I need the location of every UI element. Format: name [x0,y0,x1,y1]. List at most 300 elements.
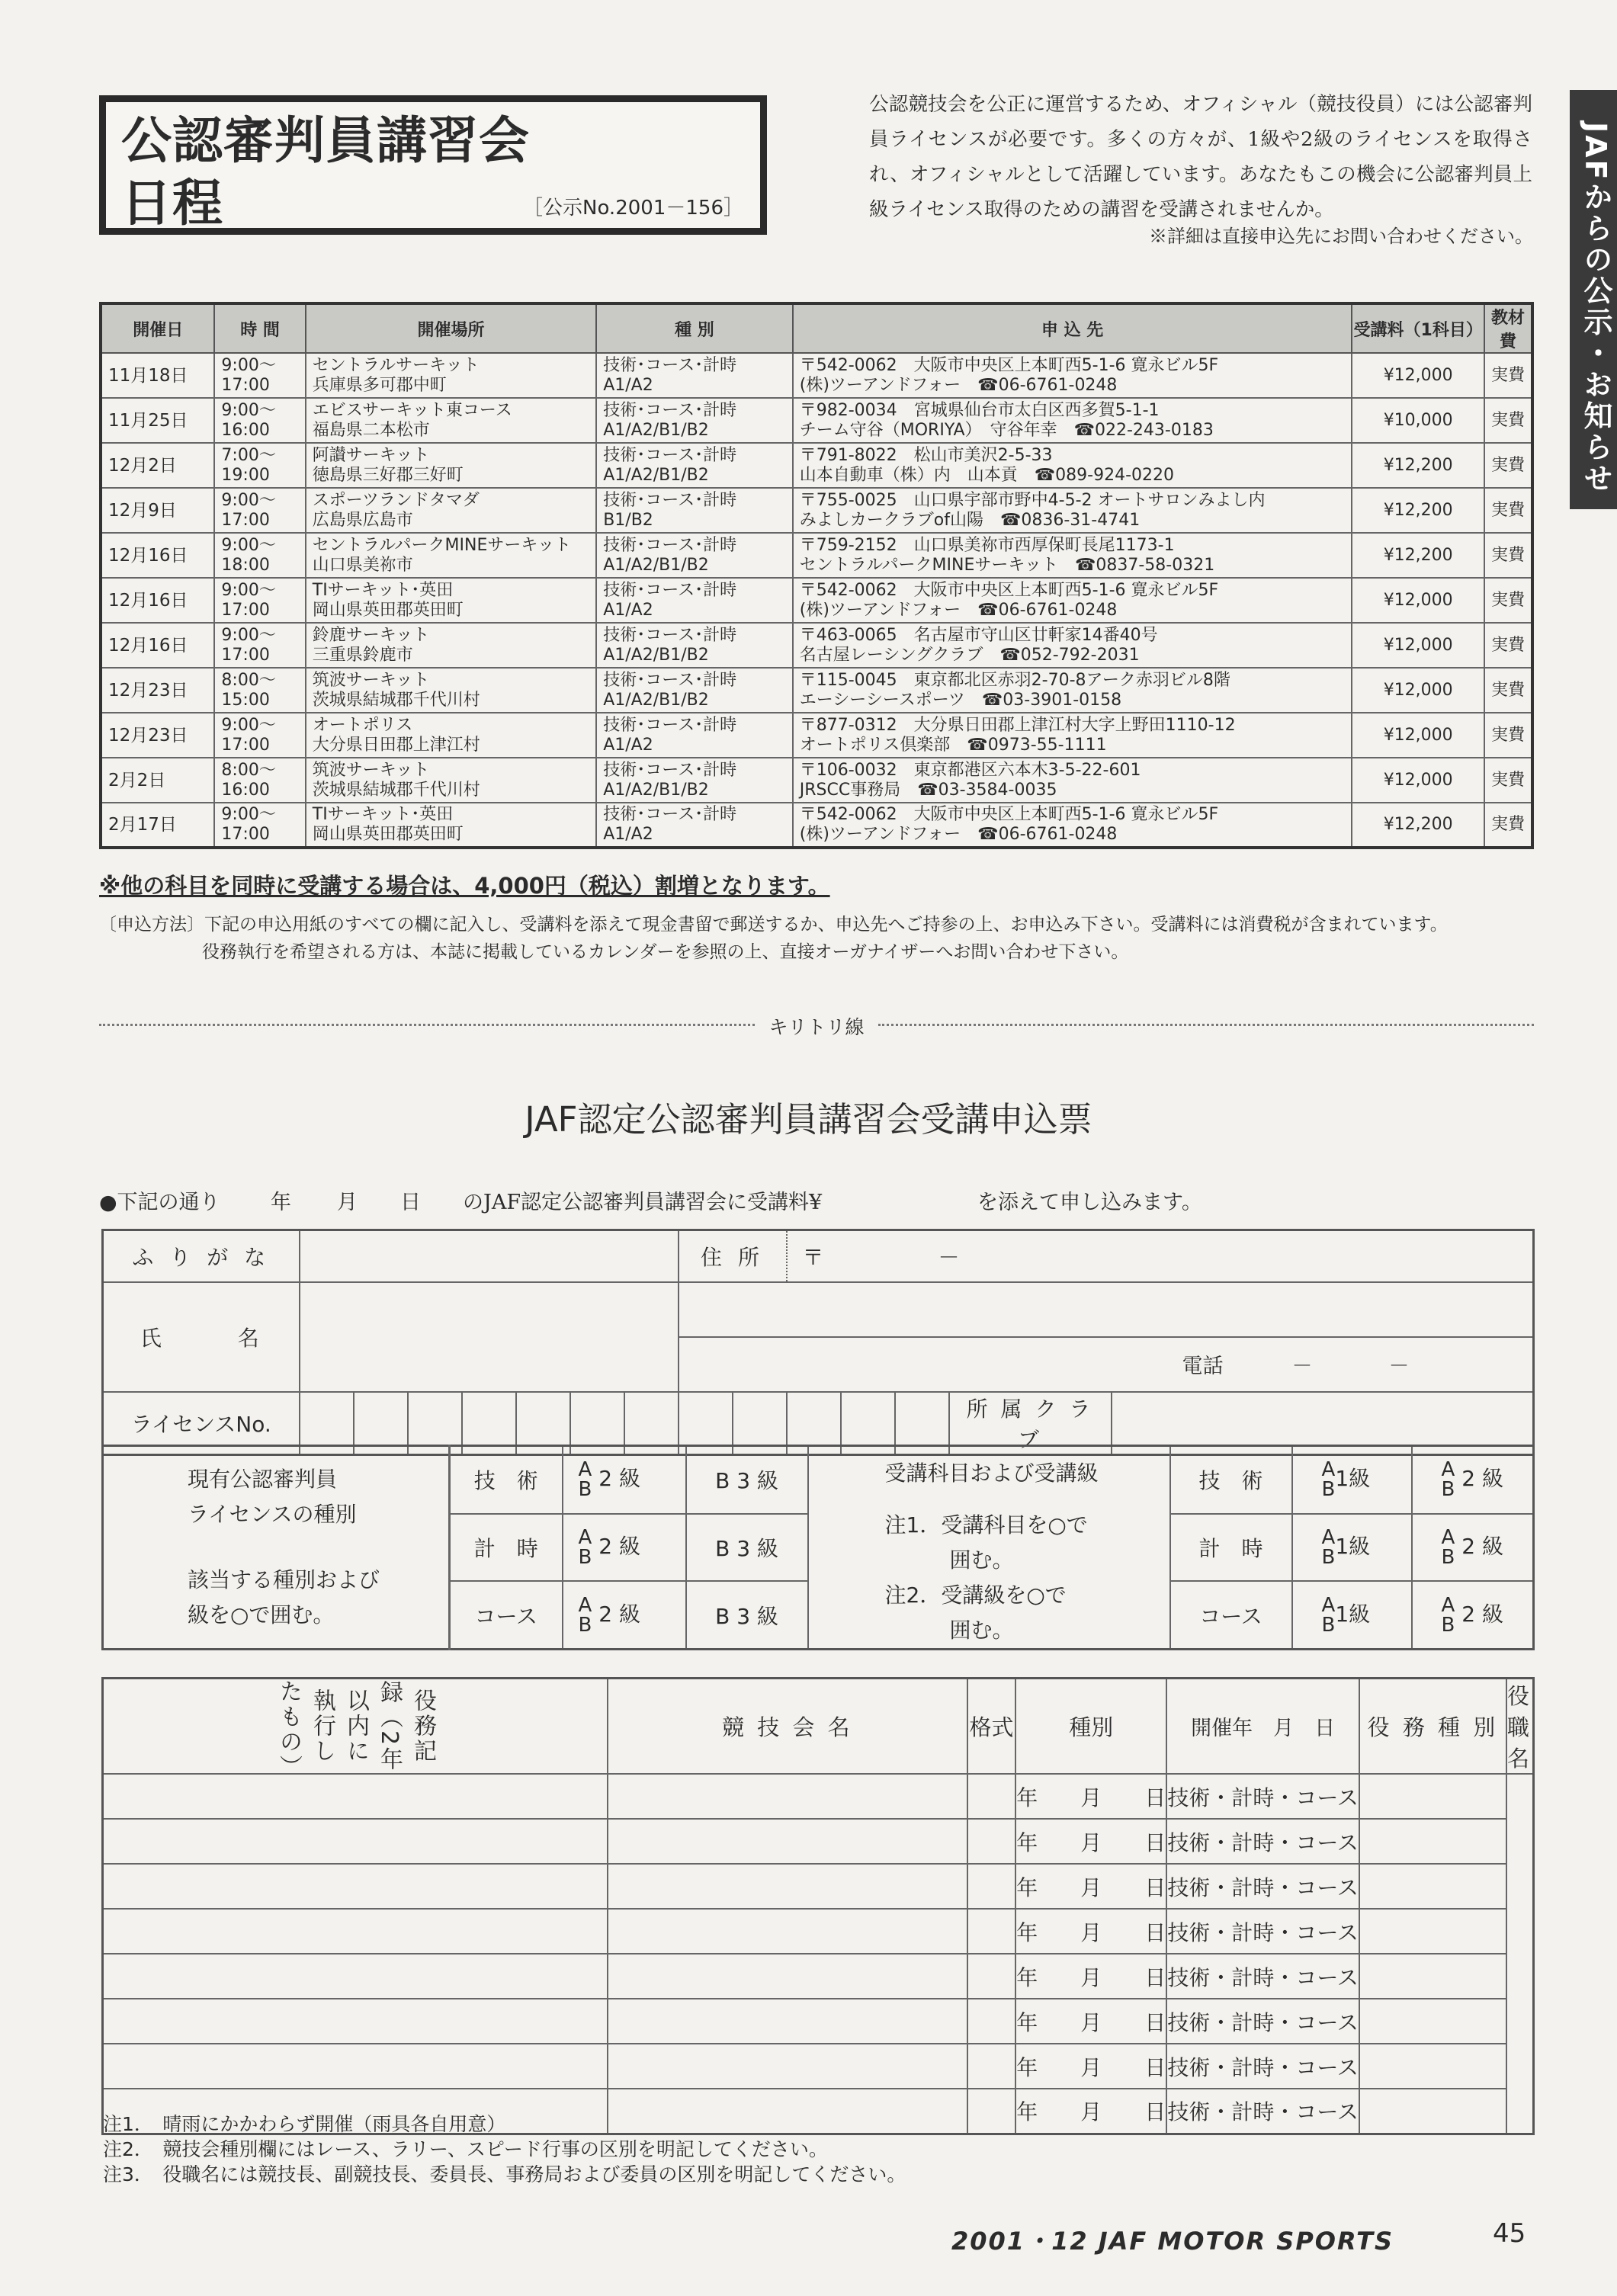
schedule-type-text-2: A1/A2/B1/B2 [603,420,709,440]
schedule-cell-material [1484,398,1532,443]
grade-2: 2 級 [598,1533,640,1559]
schedule-place-text: セントラルサーキット [312,355,480,375]
section-side-tab: JAFからの公示・お知らせ [1570,90,1617,509]
schedule-applicant-text: 〒759-2152 山口県美祢市西厚保町長尾1173-1 [799,535,1175,555]
schedule-cell-fee [1352,488,1484,533]
record-format-field[interactable] [608,1909,967,1954]
record-role-field[interactable]: 技術・計時・コース [1166,2089,1359,2134]
record-date-field[interactable]: 年 月 日 [1015,1909,1166,1954]
select-subject-technical[interactable]: 技 術 [1170,1446,1292,1514]
schedule-cell-applicant [793,443,1352,488]
title-line-2: 日程 [121,174,223,232]
schedule-applicant-text: 〒877-0312 大分県日田郡上津江村大字上野田1110-12 [799,715,1236,735]
schedule-place-text: TIサーキット･英田 [312,805,454,824]
course-select-line-2: 注1．受講科目を○で [884,1512,1088,1538]
schedule-fee-text: ¥12,000 [1383,680,1453,700]
schedule-row [101,668,1532,713]
a-mark: A [1321,1593,1336,1617]
record-position-field[interactable] [1359,2089,1506,2134]
record-format-field[interactable] [608,1954,967,1999]
schedule-applicant-text-2: オートポリス倶楽部 ☎0973-55-1111 [799,735,1107,755]
schedule-time-text-2: 16:00 [221,420,270,440]
schedule-time-text-2: 19:00 [221,465,270,485]
current-b3-technical[interactable]: B 3 級 [686,1446,808,1514]
schedule-cell-applicant [793,803,1352,848]
address-label: 住 所 [679,1230,787,1282]
schedule-type-text: 技術･コース･計時 [603,400,737,420]
record-event-field[interactable] [103,1909,608,1954]
page-title [121,110,530,235]
header-fee: 受講料（1科目） [1352,303,1484,353]
schedule-place-text-2: 広島県広島市 [312,510,413,530]
schedule-time-text: 9:00～ [221,625,276,645]
schedule-cell-place [306,533,596,578]
record-date-field[interactable]: 年 月 日 [1015,1999,1166,2044]
schedule-cell-place [306,803,596,848]
schedule-material-text: 実費 [1490,770,1525,790]
schedule-time-text-2: 17:00 [221,735,270,755]
schedule-type-text: 技術･コース･計時 [603,670,737,690]
record-header-date: 開催年 月 日 [1166,1679,1359,1775]
schedule-fee-text: ¥12,000 [1383,725,1453,745]
schedule-cell-place [306,758,596,803]
record-header-kind: 種別 [1015,1679,1166,1775]
note-2: 注2． 競技会種別欄にはレース、ラリー、スピード行事の区別を明記してください。 [103,2138,828,2160]
furigana-field[interactable] [300,1230,679,1282]
schedule-material-text: 実費 [1490,545,1525,565]
schedule-date-text: 11月18日 [108,365,188,386]
record-kind-field[interactable] [967,2089,1016,2134]
schedule-type-text: 技術･コース･計時 [603,715,737,735]
record-kind-field[interactable] [967,1774,1016,1819]
form-notes [103,2112,906,2187]
schedule-place-text-2: 岡山県英田郡英田町 [312,600,464,620]
schedule-time-text: 7:00～ [221,445,276,465]
record-role-field[interactable]: 技術・計時・コース [1166,1954,1359,1999]
schedule-cell-date [101,533,214,578]
schedule-type-text: 技術･コース･計時 [603,760,737,780]
select-ab2-course[interactable] [1412,1581,1534,1649]
schedule-row [101,803,1532,848]
current-license-line-3: 該当する種別および [188,1567,380,1592]
record-role-field[interactable]: 技術・計時・コース [1166,1999,1359,2044]
phone-field[interactable] [679,1337,1534,1392]
club-label: 所 属 ク ラ ブ [949,1392,1112,1455]
schedule-material-text: 実費 [1490,365,1525,385]
record-kind-field[interactable] [967,1864,1016,1909]
schedule-cell-applicant [793,668,1352,713]
schedule-cell-type [596,758,793,803]
b-mark: B [1441,1613,1455,1637]
schedule-cell-time [214,803,305,848]
grade-1: 1級 [1335,1466,1371,1492]
record-kind-field[interactable] [967,1954,1016,1999]
record-role-field[interactable]: 技術・計時・コース [1166,1774,1359,1819]
schedule-type-text: 技術･コース･計時 [603,625,737,645]
apply-middle: のJAF認定公認審判員講習会に受講料¥ [463,1191,823,1214]
record-format-field[interactable] [608,1774,967,1819]
schedule-cell-place [306,443,596,488]
schedule-cell-material [1484,353,1532,398]
schedule-type-text: 技術･コース･計時 [603,490,737,510]
schedule-cell-type [596,353,793,398]
schedule-fee-text: ¥12,000 [1383,590,1453,610]
schedule-cell-place [306,578,596,623]
schedule-applicant-text-2: 山本自動車（株）内 山本貢 ☎089-924-0220 [799,465,1175,485]
apply-suffix: を添えて申し込みます。 [977,1191,1202,1214]
schedule-material-text: 実費 [1490,500,1525,520]
schedule-table [99,302,1534,849]
record-event-field[interactable] [103,1774,608,1819]
schedule-cell-type [596,713,793,758]
record-role-field[interactable]: 技術・計時・コース [1166,2044,1359,2089]
schedule-row [101,488,1532,533]
record-date-field[interactable]: 年 月 日 [1015,2089,1166,2134]
method-line-2: 役務執行を希望される方は、本誌に掲載しているカレンダーを参照の上、直接オーガナイザーへお問い合わせ下さい。 [202,942,1129,962]
schedule-header-row [101,303,1532,353]
schedule-cell-material [1484,578,1532,623]
schedule-type-text-2: A1/A2 [603,825,653,844]
schedule-fee-text: ¥12,200 [1383,815,1453,834]
schedule-time-text: 9:00～ [221,355,276,375]
schedule-place-text: エビスサーキット東コース [312,400,512,420]
b-mark: B [1321,1613,1336,1637]
record-position-field[interactable] [1359,1819,1506,1864]
schedule-time-text: 9:00～ [221,715,276,735]
schedule-fee-text: ¥12,000 [1383,770,1453,790]
b-mark: B [578,1613,592,1637]
furigana-label: ふ り が な [103,1230,300,1282]
schedule-date-text: 11月25日 [108,410,188,431]
schedule-type-text-2: A1/A2/B1/B2 [603,465,709,485]
schedule-place-text: 阿讃サーキット [312,445,430,465]
record-kind-field[interactable] [967,2044,1016,2089]
record-role-field[interactable]: 技術・計時・コース [1166,1909,1359,1954]
current-license-line-4: 級を○で囲む。 [188,1602,335,1627]
apply-month[interactable]: 月 [337,1191,358,1214]
select-subject-course[interactable]: コース [1170,1581,1292,1649]
record-row [103,1909,1534,1954]
schedule-cell-date [101,758,214,803]
record-event-field[interactable] [103,2044,608,2089]
record-kind-field[interactable] [967,1819,1016,1864]
record-position-field[interactable] [1359,1909,1506,1954]
header-applicant: 申 込 先 [793,303,1352,353]
schedule-type-text: 技術･コース･計時 [603,445,737,465]
schedule-place-text-2: 三重県鈴鹿市 [312,645,413,665]
schedule-applicant-text-2: JRSCC事務局 ☎03-3584-0035 [799,780,1057,800]
grade-1: 1級 [1335,1601,1371,1627]
schedule-date-text: 12月16日 [108,545,188,566]
schedule-cell-applicant [793,353,1352,398]
schedule-cell-place [306,668,596,713]
schedule-date-text: 12月23日 [108,725,188,746]
schedule-applicant-text: 〒115-0045 東京都北区赤羽2-70-8アーク赤羽ビル8階 [799,670,1230,690]
select-ab2-technical[interactable] [1412,1446,1534,1514]
schedule-time-text-2: 17:00 [221,375,270,395]
schedule-cell-date [101,803,214,848]
schedule-applicant-text-2: (株)ツーアンドフォー ☎06-6761-0248 [799,600,1118,620]
schedule-cell-fee [1352,758,1484,803]
schedule-fee-text: ¥10,000 [1383,410,1453,430]
grade-1: 1級 [1335,1533,1371,1559]
record-kind-field[interactable] [967,1999,1016,2044]
record-role-field[interactable]: 技術・計時・コース [1166,1819,1359,1864]
schedule-row [101,623,1532,668]
schedule-cell-fee [1352,398,1484,443]
schedule-cell-type [596,623,793,668]
record-position-field[interactable] [1359,1864,1506,1909]
schedule-cell-applicant [793,578,1352,623]
schedule-type-text: 技術･コース･計時 [603,535,737,555]
schedule-place-text-2: 大分県日田郡上津江村 [312,735,480,755]
record-kind-field[interactable] [967,1909,1016,1954]
schedule-time-text: 9:00～ [221,490,276,510]
schedule-cell-applicant [793,488,1352,533]
address-field[interactable] [679,1282,1534,1337]
select-ab1-course[interactable] [1292,1581,1412,1649]
record-header-event: 競 技 会 名 [608,1679,967,1775]
schedule-time-text-2: 17:00 [221,645,270,665]
schedule-cell-material [1484,668,1532,713]
a-mark: A [1441,1593,1455,1617]
schedule-time-text-2: 15:00 [221,690,270,710]
schedule-fee-text: ¥12,000 [1383,635,1453,655]
schedule-row [101,443,1532,488]
record-event-field[interactable] [103,1954,608,1999]
postal-dash: － [938,1244,960,1270]
record-date-field[interactable]: 年 月 日 [1015,1819,1166,1864]
schedule-cell-fee [1352,623,1484,668]
schedule-date-text: 2月2日 [108,770,166,790]
schedule-cell-time [214,398,305,443]
header-material: 教材費 [1484,303,1532,353]
schedule-place-text-2: 岡山県英田郡英田町 [312,825,464,844]
schedule-cell-type [596,533,793,578]
current-subject-technical: 技 術 [450,1446,563,1514]
note-3: 注3． 役職名には競技長、副競技長、委員長、事務局および委員の区別を明記してください。 [103,2163,906,2185]
a-mark: A [1321,1458,1336,1482]
record-header-row [103,1679,1534,1775]
record-format-field[interactable] [608,2044,967,2089]
schedule-place-text: 筑波サーキット [312,670,430,690]
schedule-place-text: スポーツランドタマダ [312,490,480,510]
schedule-time-text-2: 16:00 [221,780,270,800]
a-mark: A [578,1525,592,1549]
record-position-field[interactable] [1359,1774,1506,1819]
record-date-field[interactable]: 年 月 日 [1015,1954,1166,1999]
header-type: 種 別 [596,303,793,353]
schedule-type-text-2: A1/A2 [603,600,653,620]
record-header-role: 役 務 種 別 [1359,1679,1506,1775]
schedule-cell-time [214,623,305,668]
schedule-place-text: 筑波サーキット [312,760,430,780]
schedule-date-text: 12月16日 [108,590,188,611]
record-format-field[interactable] [608,1999,967,2044]
schedule-type-text: 技術･コース･計時 [603,805,737,824]
schedule-cell-applicant [793,713,1352,758]
schedule-cell-place [306,488,596,533]
b-mark: B [1321,1478,1336,1502]
cut-line [99,1012,1534,1038]
record-event-field[interactable] [103,1819,608,1864]
application-method [99,911,1548,966]
select-ab2-timing[interactable] [1412,1514,1534,1581]
schedule-cell-time [214,713,305,758]
schedule-cell-fee [1352,443,1484,488]
method-line-1: 〔申込方法〕下記の申込用紙のすべての欄に記入し、受講料を添えて現金書留で郵送するか、申込先へご持参の上、お申込み下さい。受講料には消費税が含まれています。 [99,915,1448,935]
schedule-cell-place [306,713,596,758]
current-b3-timing[interactable]: B 3 級 [686,1514,808,1581]
schedule-type-text-2: B1/B2 [603,510,653,530]
record-event-field[interactable] [103,1999,608,2044]
course-select-line-4: 注2．受講級を○で [884,1583,1067,1608]
phone-dash-2: － [1388,1355,1410,1378]
schedule-material-text: 実費 [1490,410,1525,430]
address-postal-field[interactable] [787,1230,1534,1282]
cut-line-right [878,1024,1534,1026]
schedule-cell-time [214,578,305,623]
schedule-place-text-2: 福島県二本松市 [312,420,430,440]
cut-line-label: キリトリ線 [768,1016,865,1038]
schedule-cell-place [306,398,596,443]
schedule-cell-date [101,668,214,713]
schedule-type-text-2: A1/A2/B1/B2 [603,555,709,575]
duty-record-table [101,1677,1535,2135]
course-select-line-5: 囲む。 [949,1618,1014,1643]
schedule-applicant-text: 〒106-0032 東京都港区六本木3-5-22-601 [799,760,1141,780]
select-ab1-timing[interactable] [1292,1514,1412,1581]
select-ab1-technical[interactable] [1292,1446,1412,1514]
record-position-field[interactable] [1359,1999,1506,2044]
schedule-cell-material [1484,533,1532,578]
schedule-applicant-text-2: みよしカークラブof山陽 ☎0836-31-4741 [799,510,1141,530]
schedule-time-text: 8:00～ [221,670,276,690]
schedule-place-text: TIサーキット･英田 [312,580,454,600]
schedule-cell-material [1484,803,1532,848]
record-position-field[interactable] [1359,2044,1506,2089]
schedule-time-text: 9:00～ [221,580,276,600]
schedule-cell-applicant [793,398,1352,443]
schedule-material-text: 実費 [1490,815,1525,834]
current-ab2-technical[interactable] [563,1446,686,1514]
schedule-type-text-2: A1/A2/B1/B2 [603,690,709,710]
schedule-cell-place [306,623,596,668]
schedule-cell-date [101,443,214,488]
schedule-cell-date [101,578,214,623]
schedule-cell-fee [1352,803,1484,848]
schedule-row [101,713,1532,758]
current-license-line-2: ライセンスの種別 [188,1502,357,1527]
schedule-type-text-2: A1/A2 [603,735,653,755]
a-mark: A [1441,1458,1455,1482]
record-format-field[interactable] [608,1819,967,1864]
phone-dash-1: － [1291,1355,1313,1378]
header-time: 時 間 [214,303,305,353]
schedule-cell-time [214,668,305,713]
schedule-cell-fee [1352,713,1484,758]
license-selection-table [101,1445,1535,1650]
schedule-cell-date [101,398,214,443]
current-b3-course[interactable]: B 3 級 [686,1581,808,1649]
record-row [103,1819,1534,1864]
schedule-time-text: 9:00～ [221,400,276,420]
record-date-field[interactable]: 年 月 日 [1015,1864,1166,1909]
name-field[interactable] [300,1282,679,1392]
schedule-date-text: 12月16日 [108,635,188,656]
intro-text: 公認競技会を公正に運営するため、オフィシャル（競技役員）には公認審判員ライセンスが必要です。多くの方々が、1級や2級のライセンスを取得され、オフィシャルとして活躍しています。あなたもこの機会に公認審判員上級ライセンス取得のための講習を受講されませんか。 [869,93,1532,221]
schedule-cell-time [214,443,305,488]
b-mark: B [1441,1478,1455,1502]
schedule-type-text: 技術･コース･計時 [603,580,737,600]
page-number: 45 [1493,2218,1526,2249]
schedule-cell-type [596,668,793,713]
b-mark: B [1321,1545,1336,1569]
record-header-format: 格式 [967,1679,1016,1775]
schedule-cell-material [1484,443,1532,488]
schedule-place-text-2: 茨城県結城郡千代川村 [312,780,480,800]
current-ab2-timing[interactable] [563,1514,686,1581]
apply-statement [99,1185,1534,1216]
record-date-field[interactable]: 年 月 日 [1015,2044,1166,2089]
schedule-fee-text: ¥12,000 [1383,365,1453,385]
schedule-cell-time [214,533,305,578]
schedule-place-text: 鈴鹿サーキット [312,625,430,645]
schedule-date-text: 12月23日 [108,680,188,701]
notice-code: ［公示No.2001－156］ [523,197,743,220]
apply-year[interactable]: 年 [271,1191,291,1214]
b-mark: B [1441,1545,1455,1569]
schedule-cell-material [1484,758,1532,803]
schedule-type-text: 技術･コース･計時 [603,355,737,375]
current-ab2-course[interactable] [563,1581,686,1649]
schedule-time-text: 9:00～ [221,535,276,555]
schedule-place-text-2: 茨城県結城郡千代川村 [312,690,480,710]
select-subject-timing[interactable]: 計 時 [1170,1514,1292,1581]
schedule-applicant-text-2: 名古屋レーシングクラブ ☎052-792-2031 [799,645,1140,665]
schedule-date-text: 2月17日 [108,815,177,835]
schedule-cell-type [596,488,793,533]
schedule-row [101,353,1532,398]
record-row [103,1999,1534,2044]
record-role-field[interactable]: 技術・計時・コース [1166,1864,1359,1909]
course-select-line-1: 受講科目および受講級 [884,1461,1099,1486]
a-mark: A [1441,1525,1455,1549]
record-date-field[interactable]: 年 月 日 [1015,1774,1166,1819]
grade-2: 2 級 [1461,1601,1503,1627]
apply-prefix: ●下記の通り [99,1191,220,1214]
schedule-time-text: 8:00～ [221,760,276,780]
header-place: 開催場所 [306,303,596,353]
apply-day[interactable]: 日 [400,1191,421,1214]
schedule-row [101,533,1532,578]
course-select-line-3: 囲む。 [949,1547,1014,1573]
schedule-cell-applicant [793,533,1352,578]
record-position-field[interactable] [1359,1954,1506,1999]
title-line-1: 公認審判員講習会 [121,111,530,170]
schedule-place-text-2: 山口県美祢市 [312,555,413,575]
schedule-fee-text: ¥12,200 [1383,455,1453,475]
license-no-label: ライセンスNo. [103,1392,300,1455]
schedule-type-text-2: A1/A2/B1/B2 [603,780,709,800]
record-event-field[interactable] [103,1864,608,1909]
record-row [103,1864,1534,1909]
b-mark: B [578,1478,592,1502]
current-license-label [103,1446,450,1650]
grade-2: 2 級 [1461,1466,1503,1492]
record-format-field[interactable] [608,1864,967,1909]
schedule-applicant-text: 〒542-0062 大阪市中央区上本町西5-1-6 寛永ビル5F [799,805,1219,824]
